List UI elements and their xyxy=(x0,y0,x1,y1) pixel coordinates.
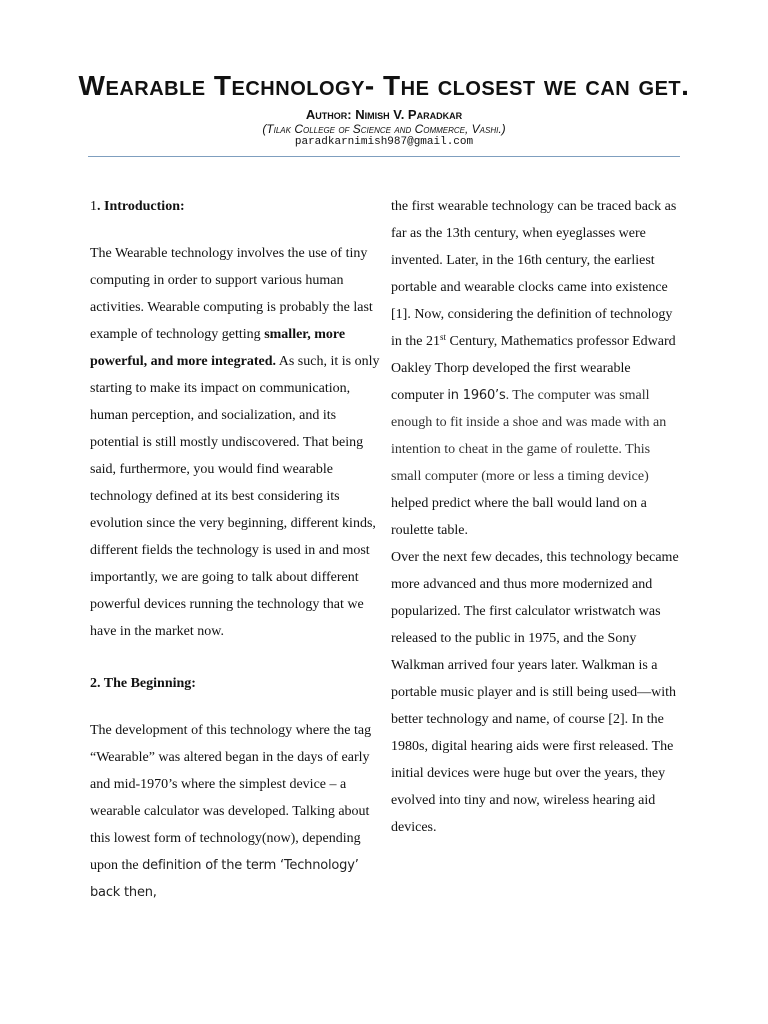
introduction-paragraph xyxy=(90,240,380,645)
history-text-1: the first wearable technology can be traced back as far as the 13th century, when eyeglasses were invented. Later, in the 16th century, the earliest portable and wearable clocks came into existence [1]. Now, considering the definition of technology in the 21 xyxy=(391,199,677,349)
intro-text-2: As such, it is only starting to make its impact on communication, human perception, and socialization, and its potential is still mostly undiscovered. That being said, furthermore, you would find wearable technology defined at its best considering its evolution since the very beginning, different kinds, different fields the technology is used in and most importantly, we are going to talk about different powerful devices running the technology that we have in the market now. xyxy=(90,354,380,639)
left-column xyxy=(90,193,380,906)
beginning-tag-text: “Wearable” was altered began in the days of early and mid-1970’s where the simplest xyxy=(90,750,370,792)
right-column xyxy=(391,193,681,841)
evolution-paragraph: Over the next few decades, this technology became more advanced and thus more modernized and popularized. The first calculator wristwatch was released to the public in 1975, and the Sony Walkman arrived four years later. Walkman is a portable music player and is still being used—with better technology and name, of course [2]. In the 1980s, digital hearing aids were first released. The initial devices were huge but over the years, they evolved into tiny and now, wireless hearing aid devices. xyxy=(391,550,679,835)
history-paragraph xyxy=(391,193,681,544)
section-number: 1 xyxy=(90,199,97,214)
beginning-text-1: The development of this technology where the tag xyxy=(90,723,372,738)
author-line: Author: Nimish V. Paradkar xyxy=(305,107,463,122)
intro-bold-text: smaller, more powerful, and more integrated. xyxy=(90,327,346,369)
beginning-paragraph xyxy=(90,717,380,906)
history-text-2: Century, Mathematics professor Edward Oakley Thorp developed the first wearable computer xyxy=(391,334,676,403)
affiliation-line: (Tilak College of Science and Commerce, Vashi.) xyxy=(262,122,506,136)
paper-title: Wearable Technology- The closest we can get. xyxy=(78,70,690,101)
section-heading-beginning: 2. The Beginning: xyxy=(90,676,196,691)
history-year-text: in 1960’s xyxy=(447,388,506,403)
history-text-3: . The computer was small enough to fit inside a shoe and was made with an intention to cheat in the game of roulette. This small computer (more or less a timing device) xyxy=(391,388,667,484)
header-divider xyxy=(88,156,680,157)
section-heading-introduction xyxy=(90,193,380,220)
section-title: . Introduction: xyxy=(97,199,185,214)
intro-text-1: The Wearable technology involves the use of tiny computing in order to support various human activities. Wearable computing is probably the last example of technology getting xyxy=(90,246,373,342)
beginning-text-3: definition of the term ‘Technology’ back then, xyxy=(90,858,359,900)
ordinal-superscript: st xyxy=(440,332,447,342)
history-text-4: helped predict where the ball would land on a roulette table. xyxy=(391,496,647,538)
beginning-text-2: device – a wearable calculator was developed. Talking about this lowest form of technology(now), depending upon the xyxy=(90,777,370,873)
author-email: paradkarnimish987@gmail.com xyxy=(294,136,474,148)
